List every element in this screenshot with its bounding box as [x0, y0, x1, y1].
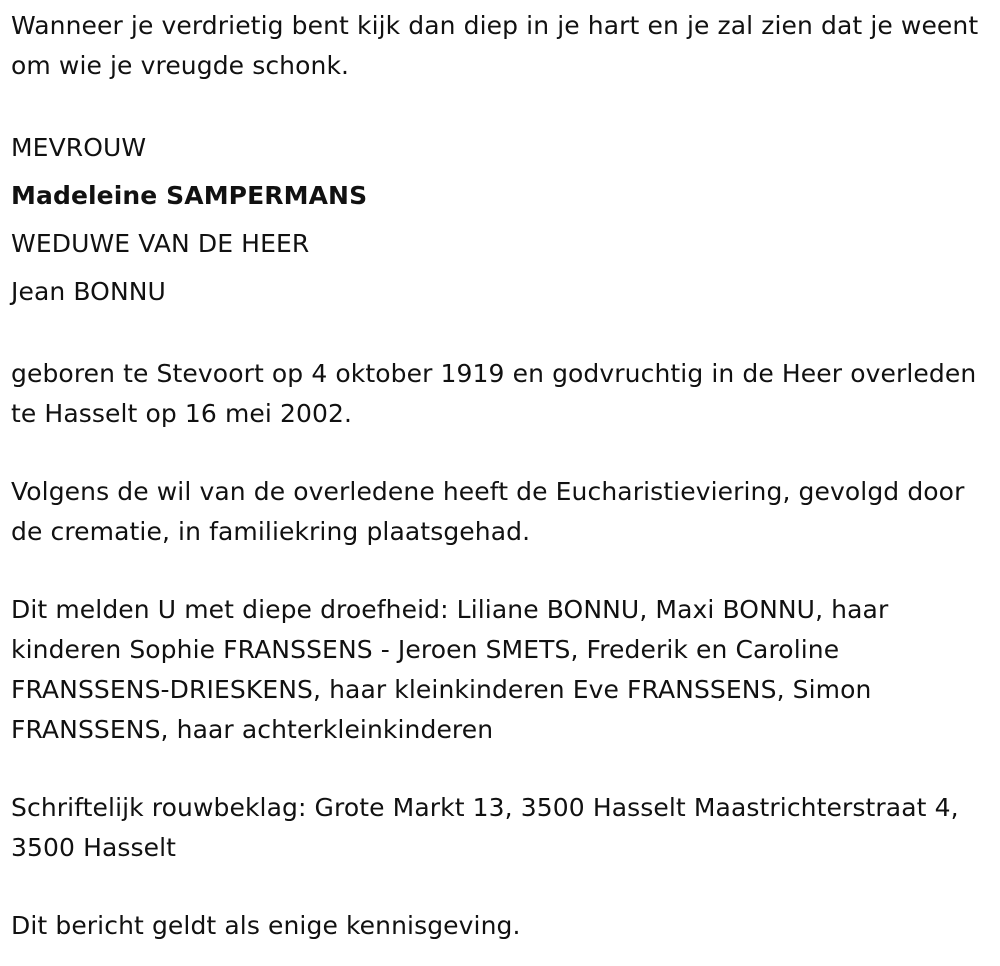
opening-quote: Wanneer je verdrietig bent kijk dan diep in je hart en je zal zien dat je weent om wie je vreugde schonk. — [11, 11, 987, 80]
birth-death-paragraph: geboren te Stevoort op 4 oktober 1919 en godvruchtig in de Heer overleden te Hasselt op 16 mei 2002. — [11, 359, 985, 428]
spouse-name: Jean BONNU — [11, 277, 166, 306]
salutation: MEVROUW — [11, 133, 147, 162]
obituary-notice — [11, 6, 996, 946]
widow-of-label: WEDUWE VAN DE HEER — [11, 229, 310, 258]
condolence-address: Schriftelijk rouwbeklag: Grote Markt 13, 3500 Hasselt Maastrichterstraat 4, 3500 Hasselt — [11, 793, 967, 862]
deceased-name: Madeleine SAMPERMANS — [11, 181, 368, 210]
closing-statement: Dit bericht geldt als enige kennisgeving. — [11, 911, 521, 940]
family-paragraph: Dit melden U met diepe droefheid: Liliane BONNU, Maxi BONNU, haar kinderen Sophie FRANSSENS - Jeroen SMETS, Frederik en Caroline FRANSSENS-DRIESKENS, haar kleinkinderen Eve FRANSSENS, Simon FRANSSENS, haar achterkleinkinderen — [11, 595, 897, 744]
ceremony-paragraph: Volgens de wil van de overledene heeft de Eucharistieviering, gevolgd door de crematie, in familiekring plaatsgehad. — [11, 477, 973, 546]
